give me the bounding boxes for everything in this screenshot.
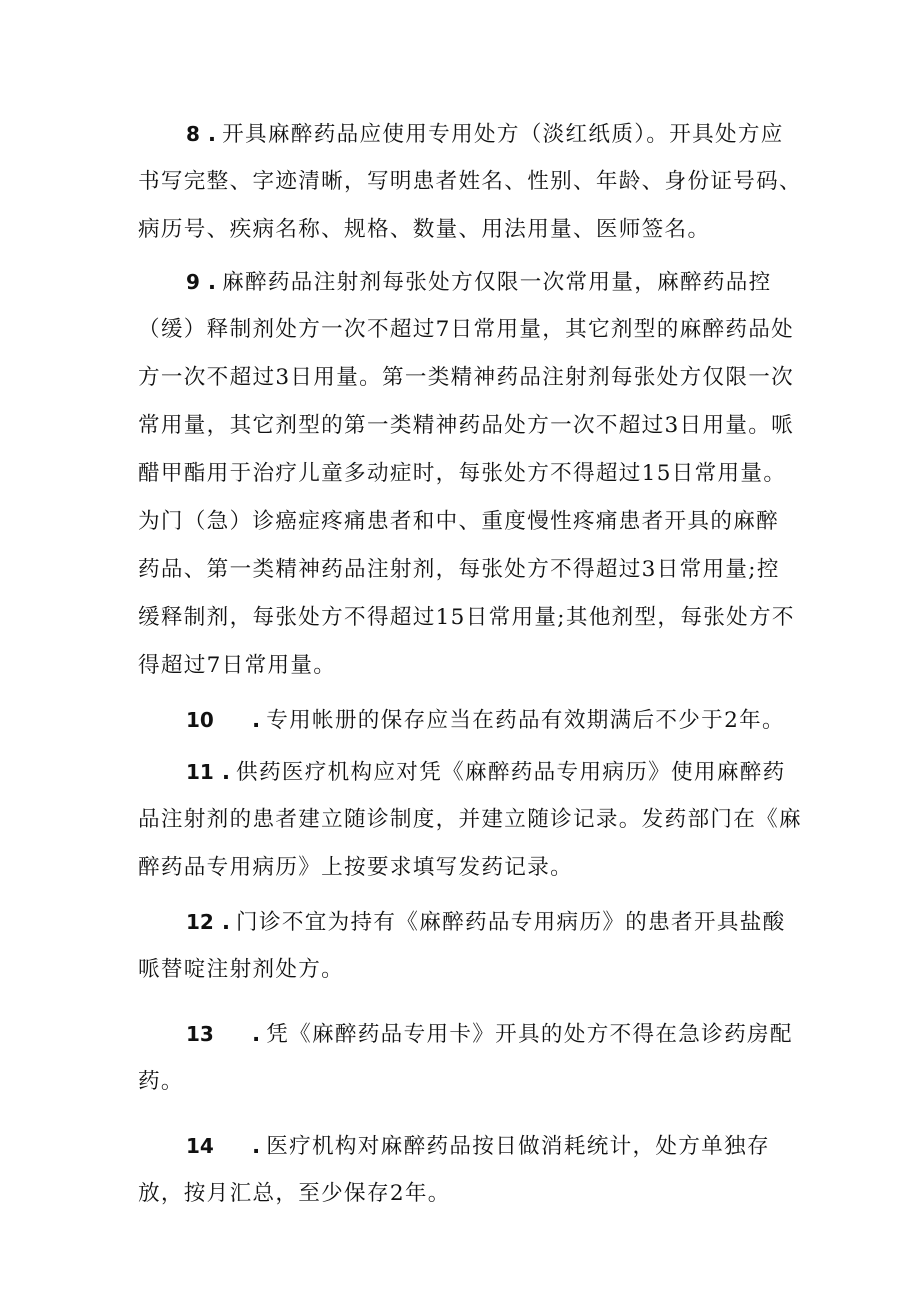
item-9-line-1 bbox=[138, 258, 798, 306]
item-separator: . bbox=[221, 760, 231, 785]
item-number: 9 bbox=[186, 270, 200, 294]
item-12-line-1 bbox=[138, 898, 798, 946]
item-text: 凭《麻醉药品专用卡》开具的处方不得在急诊药房配 bbox=[266, 1022, 793, 1047]
item-separator: . bbox=[252, 1022, 261, 1047]
item-9-line-8: 缓释制剂，每张处方不得超过15日常用量;其他剂型，每张处方不 bbox=[138, 605, 795, 630]
item-separator: . bbox=[207, 122, 217, 147]
item-separator: . bbox=[221, 910, 231, 935]
item-number: 14 bbox=[186, 1134, 214, 1158]
item-text: 医疗机构对麻醉药品按日做消耗统计，处方单独存 bbox=[266, 1134, 770, 1159]
item-separator: . bbox=[252, 708, 261, 733]
item-9-line-5: 醋甲酯用于治疗儿童多动症时，每张处方不得超过15日常用量。 bbox=[138, 461, 787, 486]
item-13-line-1 bbox=[138, 1010, 798, 1058]
item-8-line-1 bbox=[138, 110, 798, 158]
item-8-line-2: 书写完整、字迹清晰，写明患者姓名、性别、年龄、身份证号码、 bbox=[138, 169, 802, 194]
item-9-line-6: 为门（急）诊癌症疼痛患者和中、重度慢性疼痛患者开具的麻醉 bbox=[138, 509, 780, 534]
item-12-line-2: 哌替啶注射剂处方。 bbox=[138, 957, 345, 982]
item-separator: . bbox=[207, 270, 217, 295]
item-9-line-9: 得超过7日常用量。 bbox=[138, 653, 337, 678]
item-separator: . bbox=[252, 1134, 261, 1159]
item-number: 12 bbox=[186, 910, 214, 934]
item-10-line-1 bbox=[138, 696, 798, 744]
item-9-line-2: （缓）释制剂处方一次不超过7日常用量，其它剂型的麻醉药品处 bbox=[138, 317, 795, 342]
item-number: 11 bbox=[186, 760, 214, 784]
item-text: 门诊不宜为持有《麻醉药品专用病历》的患者开具盐酸 bbox=[236, 910, 786, 935]
item-11-line-2: 品注射剂的患者建立随诊制度，并建立随诊记录。发药部门在《麻 bbox=[138, 807, 802, 832]
item-text: 麻醉药品注射剂每张处方仅限一次常用量，麻醉药品控 bbox=[222, 270, 772, 295]
item-number: 8 bbox=[186, 122, 200, 146]
item-text: 供药医疗机构应对凭《麻醉药品专用病历》使用麻醉药 bbox=[236, 760, 786, 785]
item-text: 开具麻醉药品应使用专用处方（淡红纸质）。开具处方应 bbox=[222, 122, 784, 147]
item-number: 10 bbox=[186, 708, 214, 732]
item-14-line-2: 放，按月汇总，至少保存2年。 bbox=[138, 1181, 451, 1206]
item-8-line-3: 病历号、疾病名称、规格、数量、用法用量、医师签名。 bbox=[138, 217, 711, 242]
item-11-line-3: 醉药品专用病历》上按要求填写发药记录。 bbox=[138, 855, 573, 880]
item-9-line-7: 药品、第一类精神药品注射剂，每张处方不得超过3日常用量;控 bbox=[138, 557, 780, 582]
item-9-line-3: 方一次不超过3日用量。第一类精神药品注射剂每张处方仅限一次 bbox=[138, 365, 795, 390]
item-11-line-1 bbox=[138, 748, 798, 796]
item-text: 专用帐册的保存应当在药品有效期满后不少于2年。 bbox=[266, 708, 785, 733]
item-9-line-4: 常用量，其它剂型的第一类精神药品处方一次不超过3日用量。哌 bbox=[138, 413, 795, 438]
item-13-line-2: 药。 bbox=[138, 1069, 184, 1094]
item-14-line-1 bbox=[138, 1122, 798, 1170]
item-number: 13 bbox=[186, 1022, 214, 1046]
